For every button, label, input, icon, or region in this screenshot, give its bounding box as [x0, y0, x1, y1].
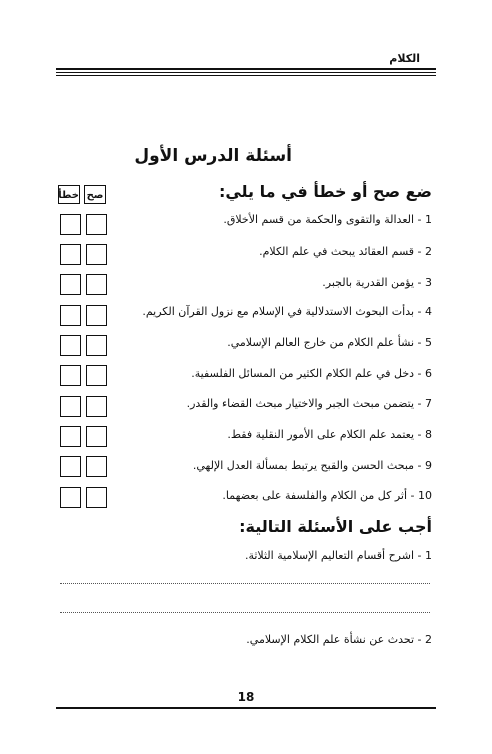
column-label-false: خطأ	[58, 185, 80, 204]
tf-question-4: 4 - بدأت البحوث الاستدلالية في الإسلام مع نزول القرآن الكريم.	[142, 305, 432, 318]
tf-question-6: 6 - دخل في علم الكلام الكثير من المسائل الفلسفية.	[191, 367, 432, 380]
answer-line-2[interactable]	[60, 612, 430, 613]
tf-question-5: 5 - نشأ علم الكلام من خارج العالم الإسلامي.	[227, 336, 432, 349]
answer-box-true-10[interactable]	[86, 487, 107, 508]
answer-box-true-3[interactable]	[86, 274, 107, 295]
answer-box-false-10[interactable]	[60, 487, 81, 508]
answer-box-true-5[interactable]	[86, 335, 107, 356]
essay-question-2: 2 - تحدث عن نشأة علم الكلام الإسلامي.	[246, 633, 432, 646]
answer-box-false-1[interactable]	[60, 214, 81, 235]
answer-box-false-7[interactable]	[60, 396, 81, 417]
footer-rule	[56, 707, 436, 709]
answer-box-true-8[interactable]	[86, 426, 107, 447]
section2-title: أجب على الأسئلة التالية:	[239, 517, 432, 536]
header-rule-thin-2	[56, 75, 436, 76]
tf-question-7: 7 - يتضمن مبحث الجبر والاختيار مبحث القضاء والقدر.	[186, 397, 432, 410]
answer-box-false-5[interactable]	[60, 335, 81, 356]
answer-box-false-4[interactable]	[60, 305, 81, 326]
answer-box-true-1[interactable]	[86, 214, 107, 235]
column-label-true: صح	[84, 185, 106, 204]
answer-box-true-7[interactable]	[86, 396, 107, 417]
answer-box-true-4[interactable]	[86, 305, 107, 326]
answer-box-false-9[interactable]	[60, 456, 81, 477]
tf-question-10: 10 - أثر كل من الكلام والفلسفة على بعضهما.	[222, 489, 432, 502]
answer-box-false-2[interactable]	[60, 244, 81, 265]
tf-question-9: 9 - مبحث الحسن والقبح يرتبط بمسألة العدل الإلهي.	[192, 459, 432, 472]
tf-question-1: 1 - العدالة والتقوى والحكمة من قسم الأخلاق.	[223, 213, 432, 226]
answer-box-false-3[interactable]	[60, 274, 81, 295]
essay-question-1: 1 - اشرح أقسام التعاليم الإسلامية الثلاثة.	[244, 549, 432, 562]
section1-title: ضع صح أو خطأ في ما يلي:	[218, 182, 432, 201]
answer-box-true-6[interactable]	[86, 365, 107, 386]
header-rule-thin-1	[56, 72, 436, 73]
running-header-title: الكلام	[389, 52, 420, 65]
answer-box-true-9[interactable]	[86, 456, 107, 477]
answer-box-false-6[interactable]	[60, 365, 81, 386]
lesson-title: أسئلة الدرس الأول	[134, 146, 292, 166]
tf-question-3: 3 - يؤمن القدرية بالجبر.	[322, 276, 432, 289]
answer-box-false-8[interactable]	[60, 426, 81, 447]
tf-question-2: 2 - قسم العقائد يبحث في علم الكلام.	[259, 245, 432, 258]
tf-question-8: 8 - يعتمد علم الكلام على الأمور النقلية فقط.	[227, 428, 432, 441]
answer-box-true-2[interactable]	[86, 244, 107, 265]
answer-line-1[interactable]	[60, 583, 430, 584]
page-number: 18	[237, 690, 255, 704]
header-rule-thick	[56, 68, 436, 70]
